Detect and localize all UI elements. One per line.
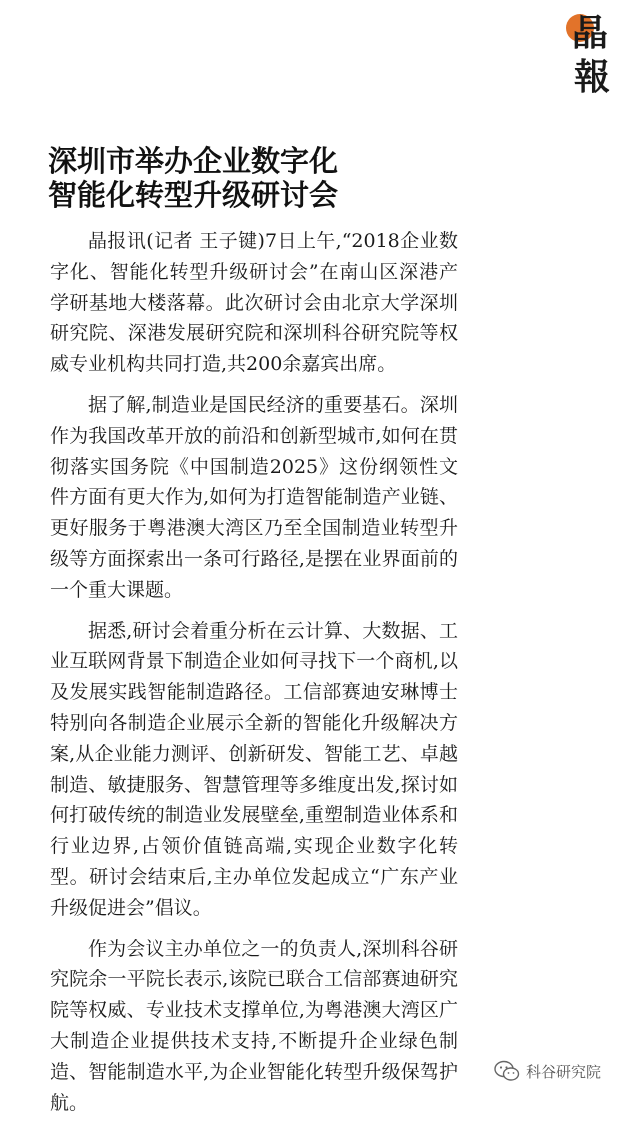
source-watermark — [494, 1058, 601, 1084]
logo-character-bottom: 報 — [573, 57, 610, 98]
article-paragraph: 据了解,制造业是国民经济的重要基石。深圳作为我国改革开放的前沿和创新型城市,如何在贯彻落实国务院《中国制造2025》这份纲领性文件方面有更大作为,如何为打造智能制造产业链、更好服务于粤港澳大湾区乃至全国制造业转型升级等方面探索出一条可行路径,是摆在业界面前的一个重大课题。 — [50, 393, 458, 601]
headline-line-2: 智能化转型升级研讨会 — [48, 178, 339, 212]
logo-character-top: 晶 — [571, 13, 608, 54]
watermark-label: 科谷研究院 — [526, 1062, 602, 1081]
wechat-icon — [494, 1060, 520, 1082]
article-paragraph: 作为会议主办单位之一的负责人,深圳科谷研究院余一平院长表示,该院已联合工信部赛迪研究院等权威、专业技术支撑单位,为粤港澳大湾区广大制造企业提供技术支持,不断提升企业绿色制造、智能制造水平,为企业智能化转型升级保驾护航。 — [50, 937, 458, 1114]
article-paragraph: 据悉,研讨会着重分析在云计算、大数据、工业互联网背景下制造企业如何寻找下一个商机,以及发展实践智能制造路径。工信部赛迪安琳博士特别向各制造企业展示全新的智能化升级解决方案,从企业能力测评、创新研发、智能工艺、卓越制造、敏捷服务、智慧管理等多维度出发,探讨如何打破传统的制造业发展壁垒,重塑制造业体系和行业边界,占领价值链高端,实现企业数字化转型。研讨会结束后,主办单位发起成立“广东产业升级促进会”倡议。 — [50, 619, 458, 919]
headline-line-1: 深圳市举办企业数字化 — [48, 144, 339, 178]
article-headline — [48, 144, 428, 212]
article-body — [50, 226, 458, 1128]
article-paragraph: 晶报讯(记者 王子键)7日上午,“2018企业数字化、智能化转型升级研讨会”在南山区深港产学研基地大楼落幕。此次研讨会由北京大学深圳研究院、深港发展研究院和深圳科谷研究院等权威专业机构共同打造,共200余嘉宾出席。 — [50, 230, 458, 376]
masthead-logo — [566, 10, 614, 102]
